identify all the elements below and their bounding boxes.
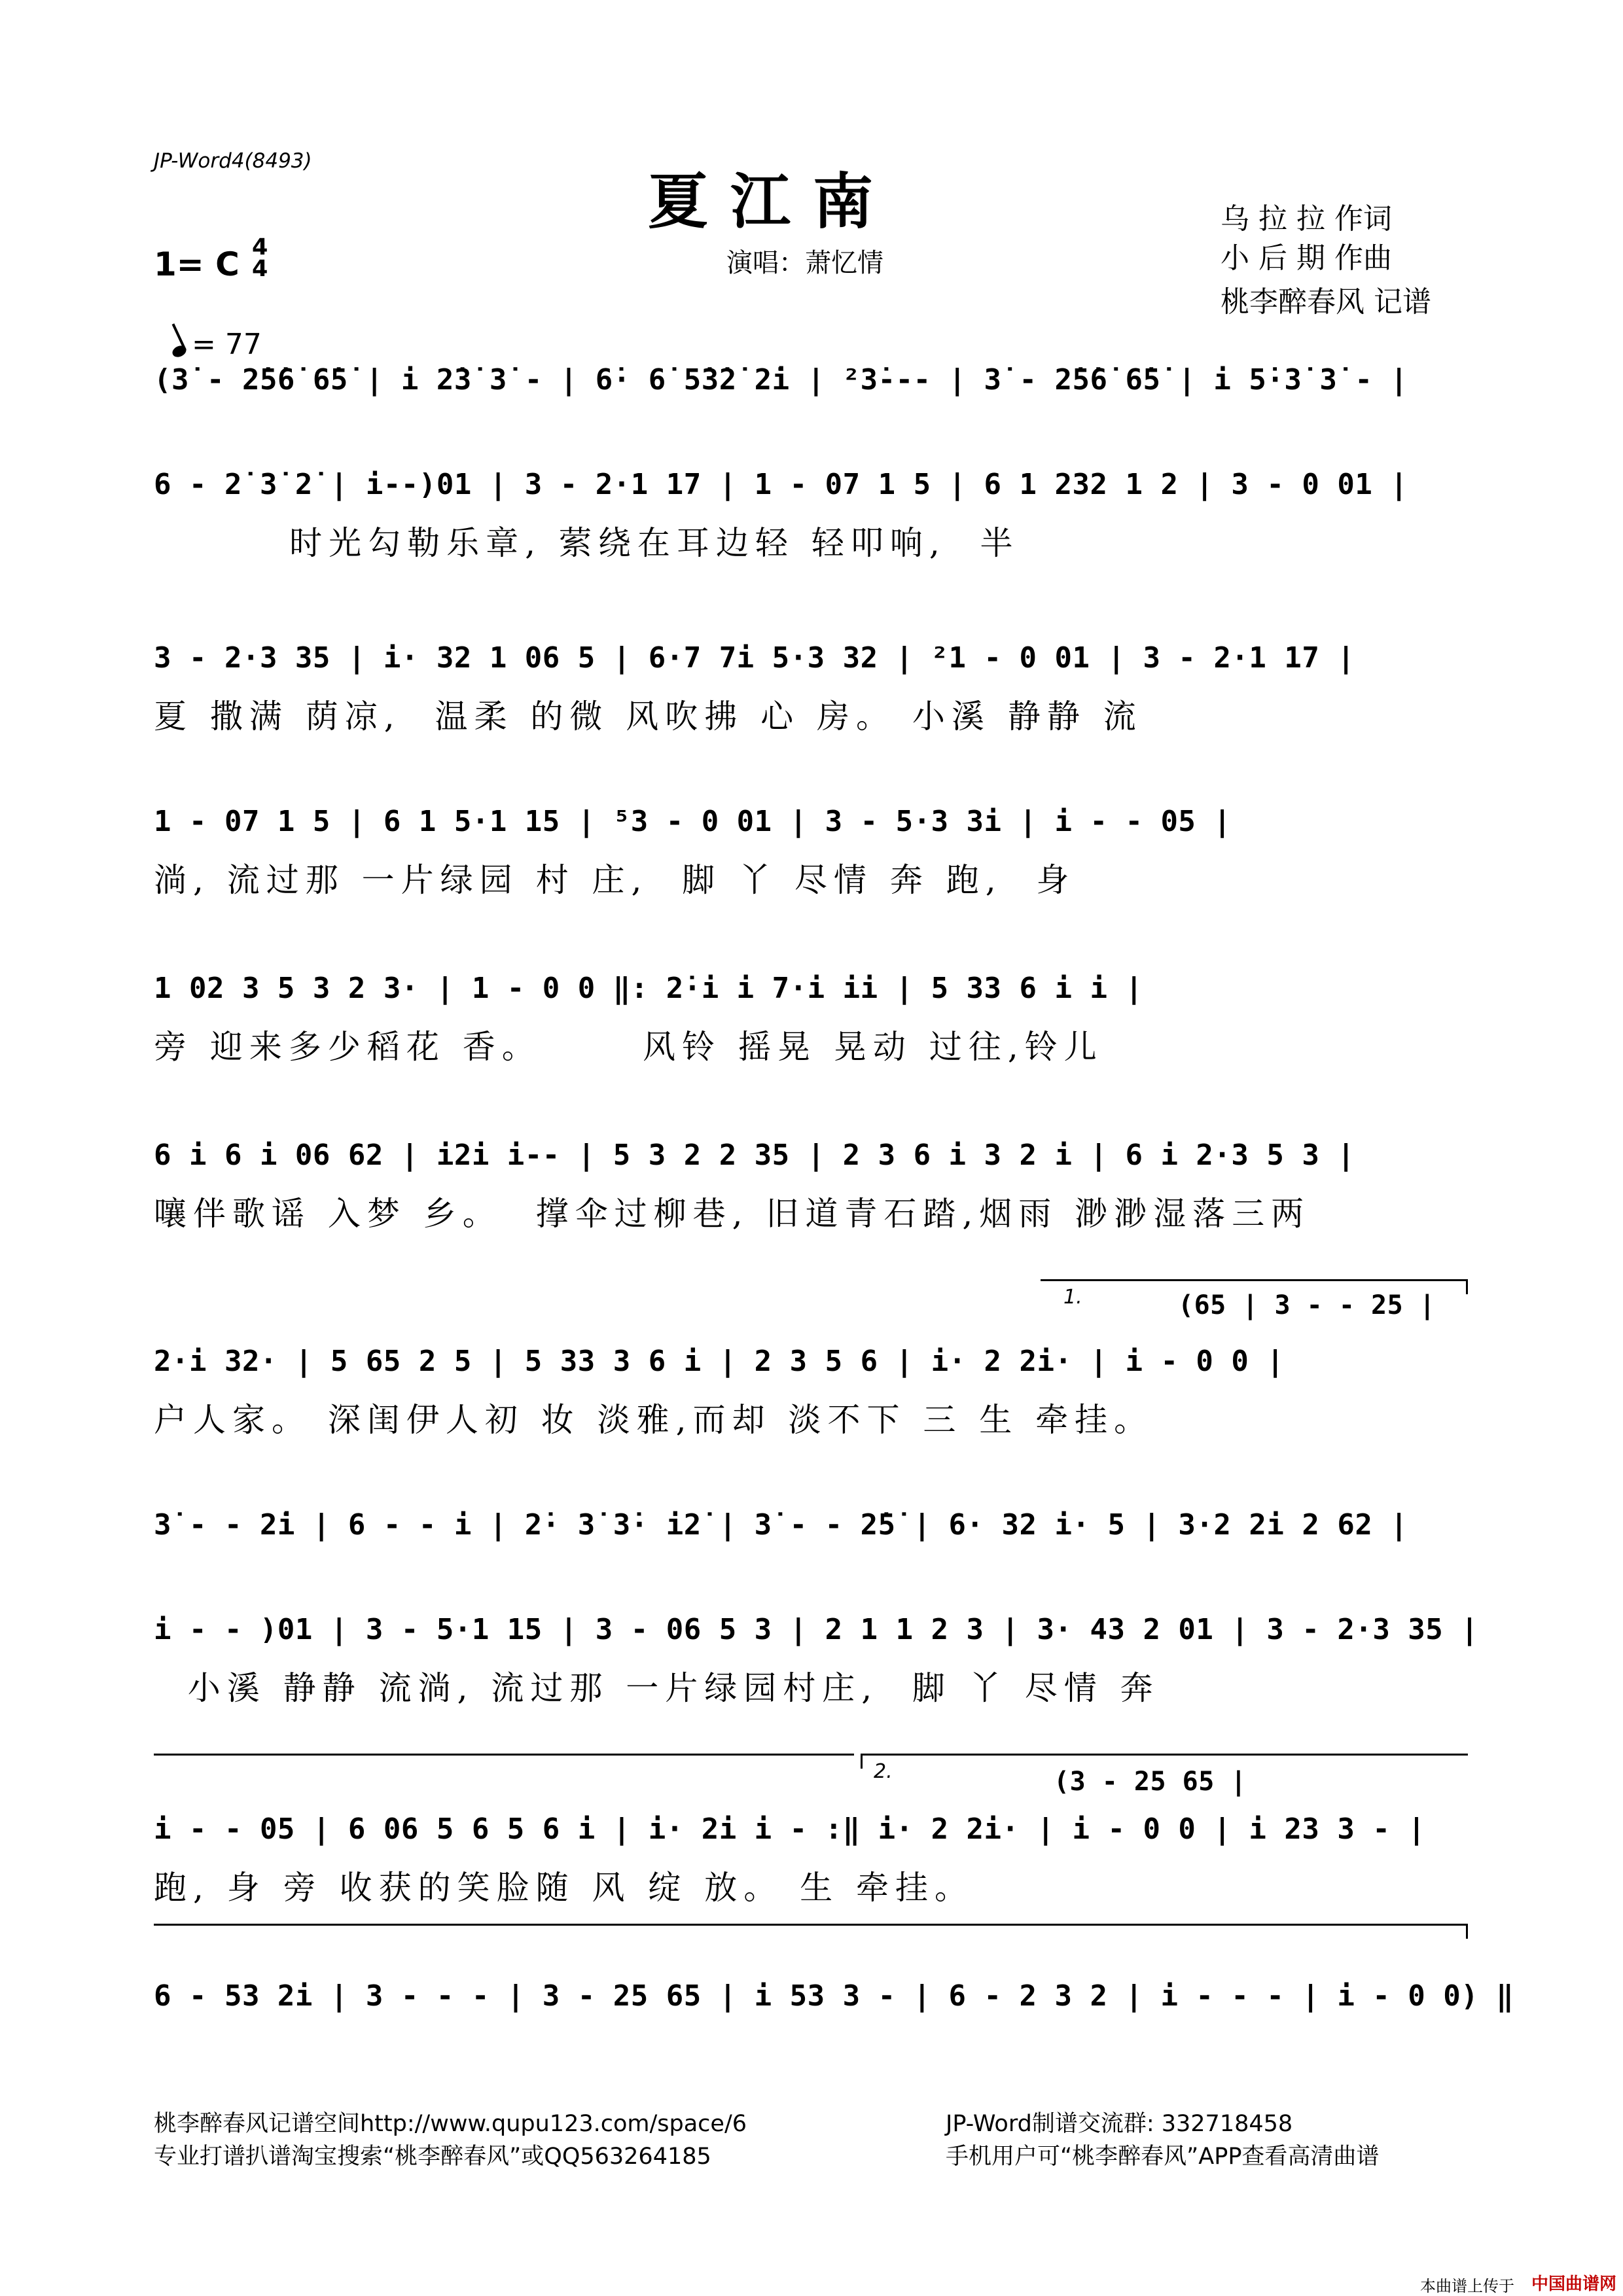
notation-line: i - - 05 | 6 06 5 6 5 6 i | i· 2i i - :‖ i· 2 2i· | i - 0 0 | i 23 3 - | [154,1812,1426,1846]
score-system-9 [154,1613,1479,1718]
repeat-bracket [154,1754,854,1769]
footer-group-number: JP-Word制谱交流群: 332718458 [946,2111,1293,2137]
song-title: 夏江南 [648,167,896,237]
singer-credit: 演唱：萧忆情 [726,248,883,278]
composer-credit: 小 后 期 作曲 [1221,241,1392,275]
notation-line: 6 i 6 i 06 62 | i2i i-- | 5 3 2 2 35 | 2 3 6 i 3 2 i | 6 i 2·3 5 3 | [154,1139,1355,1172]
score-system-1 [154,363,1476,415]
second-ending-label: 2. [874,1760,893,1783]
lyrics-line: 嚷伴歌谣 入梦 乡。 撑伞过柳巷, 旧道青石踏,烟雨 渺渺湿落三两 [154,1195,1311,1233]
time-signature-top: 4 [252,234,268,260]
score-system-3 [154,641,1476,746]
notation-line: 1 - 07 1 5 | 6 1 5·1 15 | ⁵3 - 0 01 | 3 - 5·3 3i | i - - 05 | [154,805,1232,838]
notation-line: 6 - 2̇ 3̇ 2̇ | i--)01 | 3 - 2·1 17 | 1 - 07 1 5 | 6 1 232 1 2 | 3 - 0 01 | [154,468,1408,501]
notation-line: 1 02 3 5 3 2 3· | 1 - 0 0 ‖: 2̇·i i 7·i ii | 5 33 6 i i | [154,972,1143,1005]
lyrics-line: 小溪 静静 流淌, 流过那 一片绿园村庄, 脚 丫 尽情 奔 [154,1669,1160,1707]
score-system-7 [154,1345,1476,1449]
score-system-8 [154,1508,1476,1561]
uploaded-label: 本曲谱上传于 [1420,2277,1514,2295]
lyrics-line: 淌, 流过那 一片绿园 村 庄, 脚 丫 尽情 奔 跑, 身 [154,861,1076,899]
lyrics-line: 时光勾勒乐章, 萦绕在耳边轻 轻叩响, 半 [154,524,1020,562]
score-system-4 [154,805,1476,910]
notation-line: 6 - 53 2i | 3 - - - | 3 - 25 65 | i 53 3 - | 6 - 2 3 2 | i - - - | i - 0 0) ‖ [154,1979,1514,2013]
tempo-value: = 77 [191,328,262,361]
closing-bracket [154,1924,1468,1939]
first-ending-notes: (65 | 3 - - 25 | [1178,1290,1436,1320]
lyrics-line: 旁 迎来多少稻花 香。 风铃 摇晃 晃动 过往,铃儿 [154,1028,1103,1066]
transcriber-credit: 桃李醉春风 记谱 [1221,285,1431,319]
notation-line: 3 - 2·3 35 | i· 32 1 06 5 | 6·7 7i 5·3 32 | ²1 - 0 01 | 3 - 2·1 17 | [154,641,1355,675]
score-system-5 [154,972,1476,1076]
notation-line: i - - )01 | 3 - 5·1 15 | 3 - 06 5 3 | 2 1 1 2 3 | 3· 43 2 01 | 3 - 2·3 35 | [154,1613,1479,1646]
score-system-2 [154,468,1476,573]
notation-line: (3̇ - 2̇5̇6̇ 6̇5̇ | i 2̇3̇ 3̇ - | 6̇· 6̇ 5̇3̇2̇ 2̇i | ²3̇--- | 3̇ - 2̇5̇6̇ 6̇5̇ | i 5̇·3̇ 3̇ - | [154,363,1408,397]
lyrics-line: 夏 撒满 荫凉, 温柔 的微 风吹拂 心 房。 小溪 静静 流 [154,698,1143,735]
first-ending-label: 1. [1063,1286,1082,1309]
score-system-11 [154,1979,1514,2032]
time-signature-bottom: 4 [252,256,268,282]
footer-app-note: 手机用户可“桃李醉春风”APP查看高清曲谱 [946,2144,1380,2170]
lyrics-line: 户人家。 深闺伊人初 妆 淡雅,而却 淡不下 三 生 牵挂。 [154,1401,1154,1439]
quarter-note-icon [171,344,188,359]
second-ending-notes: (3 - 25 65 | [1054,1767,1247,1797]
time-signature [252,234,268,282]
score-system-10 [154,1812,1476,1917]
lyrics-line: 跑, 身 旁 收获的笑脸随 风 绽 放。 生 牵挂。 [154,1869,974,1907]
score-system-6 [154,1139,1476,1243]
notation-line: 3̇ - - 2̇i | 6 - - i | 2̇· 3̇ 3̇· i2̇ | 3̇ - - 2̇5̇ | 6· 32 i· 5 | 3·2 2i 2 62 | [154,1508,1408,1542]
lyricist-credit: 乌 拉 拉 作词 [1221,202,1392,236]
tempo-marking [154,294,262,361]
footer-space-link[interactable]: 桃李醉春风记谱空间http://www.qupu123.com/space/6 [154,2111,747,2137]
footer-taobao-note: 专业打谱扒谱淘宝搜索“桃李醉春风”或QQ563264185 [154,2144,711,2170]
site-logo: 中国曲谱网 [1531,2274,1617,2294]
key-signature: 1= C [154,245,240,283]
notation-line: 2·i 32· | 5 65 2 5 | 5 33 3 6 i | 2 3 5 6 | i· 2 2i· | i - 0 0 | [154,1345,1285,1378]
software-label: JP-Word4(8493) [154,149,312,173]
